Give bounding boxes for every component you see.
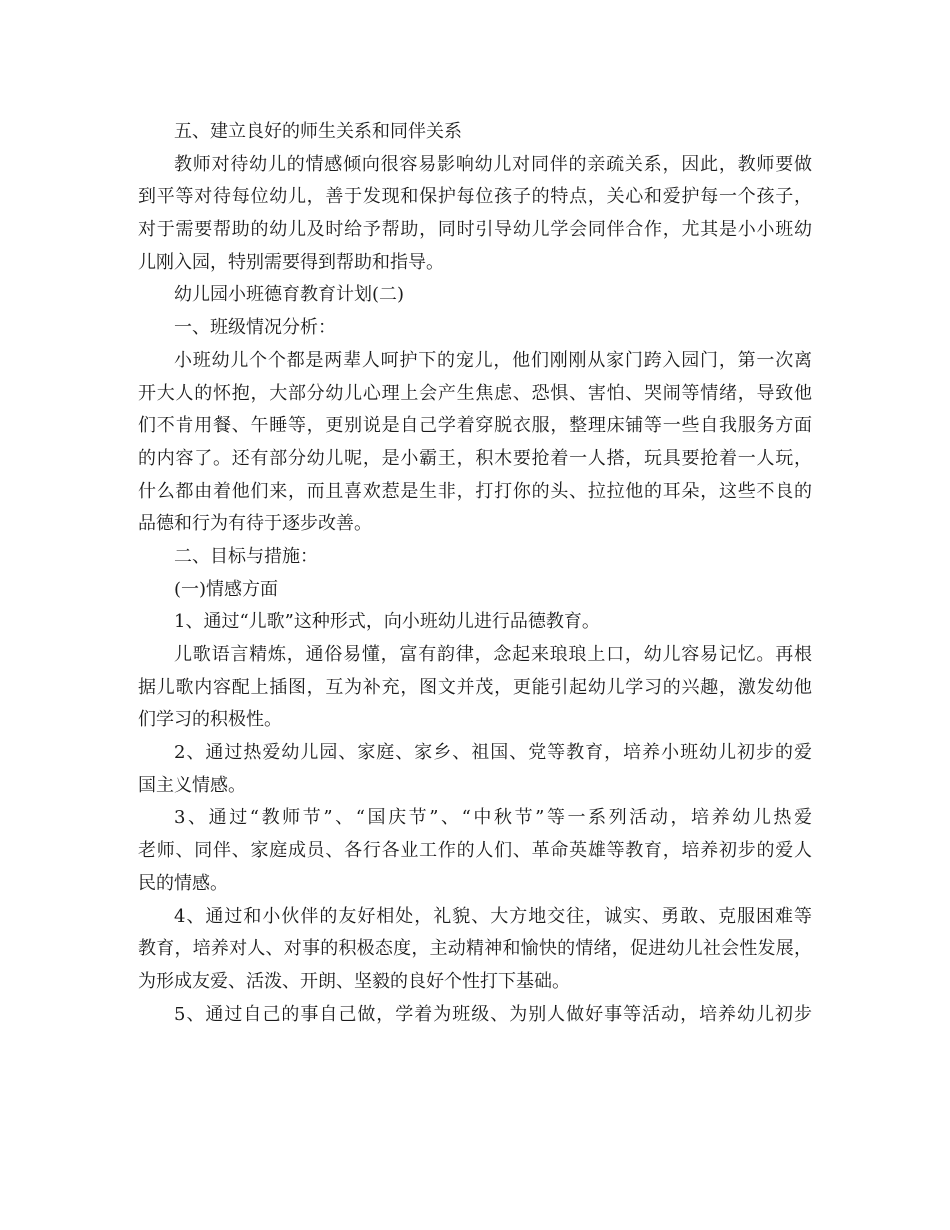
text-line: 儿刚入园，特别需要得到帮助和指导。 xyxy=(138,251,444,273)
text-line: 品德和行为有待于逐步改善。 xyxy=(138,513,372,535)
text-line: (一)情感方面 xyxy=(174,578,279,600)
text-line: 的内容了。还有部分幼儿呢，是小霸王，积木要抢着一人搭，玩具要抢着一人玩， xyxy=(138,447,812,469)
text-line: 幼儿园小班德育教育计划(二) xyxy=(174,284,405,306)
text-line: 开大人的怀抱，大部分幼儿心理上会产生焦虑、恐惧、害怕、哭闹等情绪，导致他 xyxy=(138,382,812,404)
text-line: 教师对待幼儿的情感倾向很容易影响幼儿对同伴的亲疏关系，因此，教师要做 xyxy=(174,153,812,175)
text-line: 1、通过“儿歌”这种形式，向小班幼儿进行品德教育。 xyxy=(174,611,600,633)
text-line: 2、通过热爱幼儿园、家庭、家乡、祖国、党等教育，培养小班幼儿初步的爱 xyxy=(174,742,812,764)
text-line: 到平等对待每位幼儿，善于发现和保护每位孩子的特点，关心和爱护每一个孩子， xyxy=(138,186,812,208)
text-line: 民的情感。 xyxy=(138,872,228,894)
text-line: 们不肯用餐、午睡等，更别说是自己学着穿脱衣服，整理床铺等一些自我服务方面 xyxy=(138,415,812,437)
text-line: 一、班级情况分析： xyxy=(174,317,336,339)
text-line: 老师、同伴、家庭成员、各行各业工作的人们、革命英雄等教育，培养初步的爱人 xyxy=(138,840,812,862)
text-line: 五、建立良好的师生关系和同伴关系 xyxy=(174,121,462,142)
text-line: 国主义情感。 xyxy=(138,774,246,796)
text-line: 教育，培养对人、对事的积极态度，主动精神和愉快的情绪，促进幼儿社会性发展， xyxy=(138,938,812,960)
text-line: 小班幼儿个个都是两辈人呵护下的宠儿，他们刚刚从家门跨入园门，第一次离 xyxy=(174,349,812,371)
document-body xyxy=(138,116,812,1031)
text-line: 5、通过自己的事自己做，学着为班级、为别人做好事等活动，培养幼儿初步 xyxy=(174,1003,812,1025)
text-line: 们学习的积极性。 xyxy=(138,709,282,731)
text-line: 对于需要帮助的幼儿及时给予帮助，同时引导幼儿学会同伴合作，尤其是小小班幼 xyxy=(138,219,812,241)
text-line: 据儿歌内容配上插图，互为补充，图文并茂，更能引起幼儿学习的兴趣，激发幼他 xyxy=(138,676,812,698)
text-line: 4、通过和小伙伴的友好相处，礼貌、大方地交往，诚实、勇敢、克服困难等 xyxy=(174,905,812,927)
text-line: 什么都由着他们来，而且喜欢惹是生非，打打你的头、拉拉他的耳朵，这些不良的 xyxy=(138,480,812,502)
text-line: 儿歌语言精炼，通俗易懂，富有韵律，念起来琅琅上口，幼儿容易记忆。再根 xyxy=(174,644,812,665)
text-line: 3、通过“教师节”、“国庆节”、“中秋节”等一系列活动，培养幼儿热爱 xyxy=(174,807,812,829)
text-line: 二、目标与措施： xyxy=(174,545,318,567)
text-line: 为形成友爱、活泼、开朗、坚毅的良好个性打下基础。 xyxy=(138,970,570,992)
